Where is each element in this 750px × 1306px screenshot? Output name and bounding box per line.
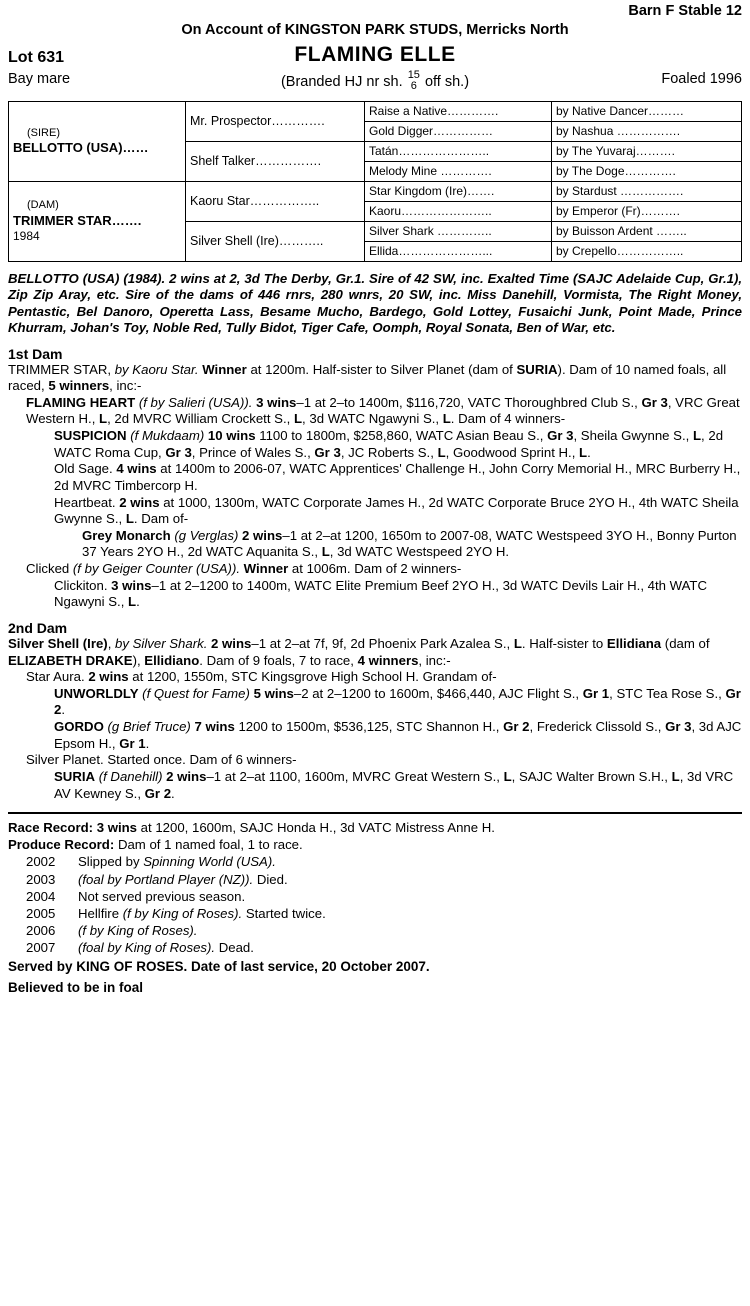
dam-g3-1: Star Kingdom (Ire)……. [365, 182, 552, 202]
produce-text: Slipped by Spinning World (USA). [78, 854, 276, 870]
sire-g3-2: Gold Digger…………… [365, 122, 552, 142]
sire-tag: (SIRE) [27, 126, 60, 139]
produce-record-text: Dam of 1 named foal, 1 to race. [117, 837, 303, 853]
pedigree-note: Silver Planet. Started once. Dam of 6 winners- [26, 752, 297, 768]
produce-row [8, 888, 742, 905]
race-record-text: 3 wins at 1200, 1600m, SAJC Honda H., 3d VATC Mistress Anne H. [96, 820, 495, 836]
produce-row [8, 922, 742, 939]
second-dam-body [8, 636, 742, 802]
produce-year: 2005 [26, 905, 56, 921]
sire-name: BELLOTTO (USA)…… [13, 140, 149, 156]
dam-tag: (DAM) [27, 199, 59, 212]
pedigree-note: FLAMING HEART (f by Salieri (USA)). 3 wins–1 at 2–to 1400m, $116,720, VATC Thoroughbred Club S., Gr 3, VRC Great Western H., L, 2d MVRC William Crockett S., L, 3d WATC Ngawyni S., L. Dam of 4 winners- [26, 394, 740, 427]
in-foal-line: Believed to be in foal [8, 979, 144, 995]
pedigree-note: Old Sage. 4 wins at 1400m to 2006-07, WATC Apprentices' Challenge H., John Corry Memorial H., MRC Burberry H., 2d MVRC Timbercorp H. [54, 461, 741, 493]
produce-row [8, 939, 742, 956]
barn-stable-label: Barn F Stable 12 [628, 3, 742, 19]
pedigree-note: TRIMMER STAR, by Kaoru Star. Winner at 1200m. Half-sister to Silver Planet (dam of SURIA). Dam of 10 named foals, all raced, 5 winners, inc:- [8, 361, 727, 394]
pedigree-note: SURIA (f Danehill) 2 wins–1 at 2–at 1100, 1600m, MVRC Great Western S., L, SAJC Walter Brown S.H., L, 3d VRC AV Kewney S., Gr 2. [54, 768, 734, 801]
race-record-label: Race Record: [8, 820, 94, 836]
records-section [8, 819, 742, 997]
dam-g4-3: by Buisson Ardent …….. [552, 222, 742, 242]
pedigree-note: UNWORLDLY (f Quest for Fame) 5 wins–2 at 2–1200 to 1600m, $466,440, AJC Flight S., Gr 1, STC Tea Rose S., Gr 2. [54, 685, 741, 718]
produce-row [8, 871, 742, 888]
sire-g3-4: Melody Mine …………. [365, 162, 552, 182]
race-record-line [8, 819, 742, 836]
dam-year: 1984 [13, 229, 40, 244]
dam-cell [9, 182, 186, 262]
brand-description [168, 71, 582, 93]
sire-g4-1: by Native Dancer……… [552, 102, 742, 122]
produce-text: Not served previous season. [78, 888, 246, 904]
produce-year: 2004 [26, 888, 56, 904]
produce-text: (foal by King of Roses). Dead. [78, 940, 254, 956]
account-line: On Account of KINGSTON PARK STUDS, Merricks North [181, 21, 569, 38]
dam-name: TRIMMER STAR……. [13, 212, 142, 228]
produce-record-line [8, 836, 742, 853]
sire-sire: Mr. Prospector…………. [186, 102, 365, 142]
pedigree-note: Star Aura. 2 wins at 1200, 1550m, STC Kingsgrove High School H. Grandam of- [26, 669, 497, 685]
produce-year: 2002 [26, 854, 56, 870]
sire-cell [9, 102, 186, 182]
produce-text: (f by King of Roses). [78, 923, 198, 939]
produce-text: (foal by Portland Player (NZ)). Died. [78, 871, 288, 887]
produce-year: 2007 [26, 940, 56, 956]
produce-text: Hellfire (f by King of Roses). Started twice. [78, 905, 326, 921]
brand-prefix: (Branded HJ nr sh. [280, 73, 403, 90]
first-dam-body [8, 362, 742, 611]
dam-g4-4: by Crepello…………….. [552, 242, 742, 262]
title-line [8, 43, 742, 67]
dam-g3-4: Ellida…………………... [365, 242, 552, 262]
first-dam-heading: 1st Dam [8, 345, 63, 362]
pedigree-note: Heartbeat. 2 wins at 1000, 1300m, WATC Corporate James H., 2d WATC Corporate Bruce 2YO H., 4th WATC Sheila Gwynne S., L. Dam of- [54, 494, 739, 527]
lot-number: Lot 631 [8, 49, 65, 67]
sire-g3-3: Tatán………………….. [365, 142, 552, 162]
produce-rows [8, 853, 742, 956]
produce-year: 2003 [26, 871, 56, 887]
dam-g3-2: Kaoru………………….. [365, 202, 552, 222]
dam-sire: Kaoru Star…………….. [186, 182, 365, 222]
brand-numerator: 15 [407, 69, 420, 82]
sire-dam: Shelf Talker……………. [186, 142, 365, 182]
pedigree-note: Clicked (f by Geiger Counter (USA)). Winner at 1006m. Dam of 2 winners- [26, 561, 462, 576]
dam-dam: Silver Shell (Ire)……….. [186, 222, 365, 262]
brand-denominator: 6 [410, 80, 417, 93]
dam-g4-2: by Emperor (Fr)………. [552, 202, 742, 222]
sire-g4-3: by The Yuvaraj………. [552, 142, 742, 162]
foaled-year: Foaled 1996 [661, 71, 742, 88]
horse-name: FLAMING ELLE [294, 43, 456, 67]
pedigree-table [8, 101, 742, 262]
sire-summary: BELLOTTO (USA) (1984). 2 wins at 2, 3d The Derby, Gr.1. Sire of 42 SW, inc. Exalted Time (SAJC Adelaide Cup, Gr.1), Zip Zip Aray, etc. Sire of the dams of 446 rnrs, 280 wnrs, 20 SW, inc. Miss Danehill, Vormista, The Right Money, Pentastic, Bel Danoro, Operetta Lass, Besame Mucho, Bardego, Gold Lottey, Fusaichi Junk, Point Made, Prince Khurram, Johan's Toy, Noble Red, Tully Bidot, Tiger Cafe, Oomph, Royal Sonata, Ben of War, etc. [8, 271, 742, 336]
produce-row [8, 853, 742, 870]
pedigree-note: Grey Monarch (g Verglas) 2 wins–1 at 2–at 1200, 1650m to 2007-08, WATC Westspeed 3YO H., Bonny Purton 37 Years 2YO H., 2d WATC Aquanita S., L, 3d WATC Westspeed 2YO H. [82, 527, 737, 560]
pedigree-note: SUSPICION (f Mukdaam) 10 wins 1100 to 1800m, $258,860, WATC Asian Beau S., Gr 3, Sheila Gwynne S., L, 2d WATC Roma Cup, Gr 3, Prince of Wales S., Gr 3, JC Roberts S., L, Goodwood Sprint H., L. [54, 428, 724, 460]
sire-g4-4: by The Doge…………. [552, 162, 742, 182]
pedigree-note: GORDO (g Brief Truce) 7 wins 1200 to 1500m, $536,125, STC Shannon H., Gr 2, Frederick Clissold S., Gr 3, 3d AJC Epsom H., Gr 1. [54, 719, 742, 751]
produce-year: 2006 [26, 923, 56, 939]
section-divider [8, 812, 742, 814]
pedigree-note: Clickiton. 3 wins–1 at 2–1200 to 1400m, WATC Elite Premium Beef 2YO H., 3d WATC Devils Lair H., 4th WATC Ngawyni S., L. [54, 577, 708, 610]
dam-g3-3: Silver Shark ………….. [365, 222, 552, 242]
produce-row [8, 905, 742, 922]
table-row [9, 182, 742, 202]
produce-record-label: Produce Record: [8, 837, 115, 853]
sire-g3-1: Raise a Native…………. [365, 102, 552, 122]
brand-suffix: off sh.) [424, 73, 470, 90]
second-dam-heading: 2nd Dam [8, 619, 68, 636]
colour-sex: Bay mare [8, 71, 71, 88]
sub-title-line [8, 71, 742, 93]
brand-fraction [408, 70, 420, 92]
table-row [9, 102, 742, 122]
sire-g4-2: by Nashua ……………. [552, 122, 742, 142]
dam-g4-1: by Stardust ……………. [552, 182, 742, 202]
served-by-line: Served by KING OF ROSES. Date of last service, 20 October 2007. [8, 959, 430, 975]
pedigree-note: Silver Shell (Ire), by Silver Shark. 2 wins–1 at 2–at 7f, 9f, 2d Phoenix Park Azalea S., L. Half-sister to Ellidiana (dam of ELIZABETH DRAKE), Ellidiano. Dam of 9 foals, 7 to race, 4 winners, inc:- [8, 635, 710, 668]
